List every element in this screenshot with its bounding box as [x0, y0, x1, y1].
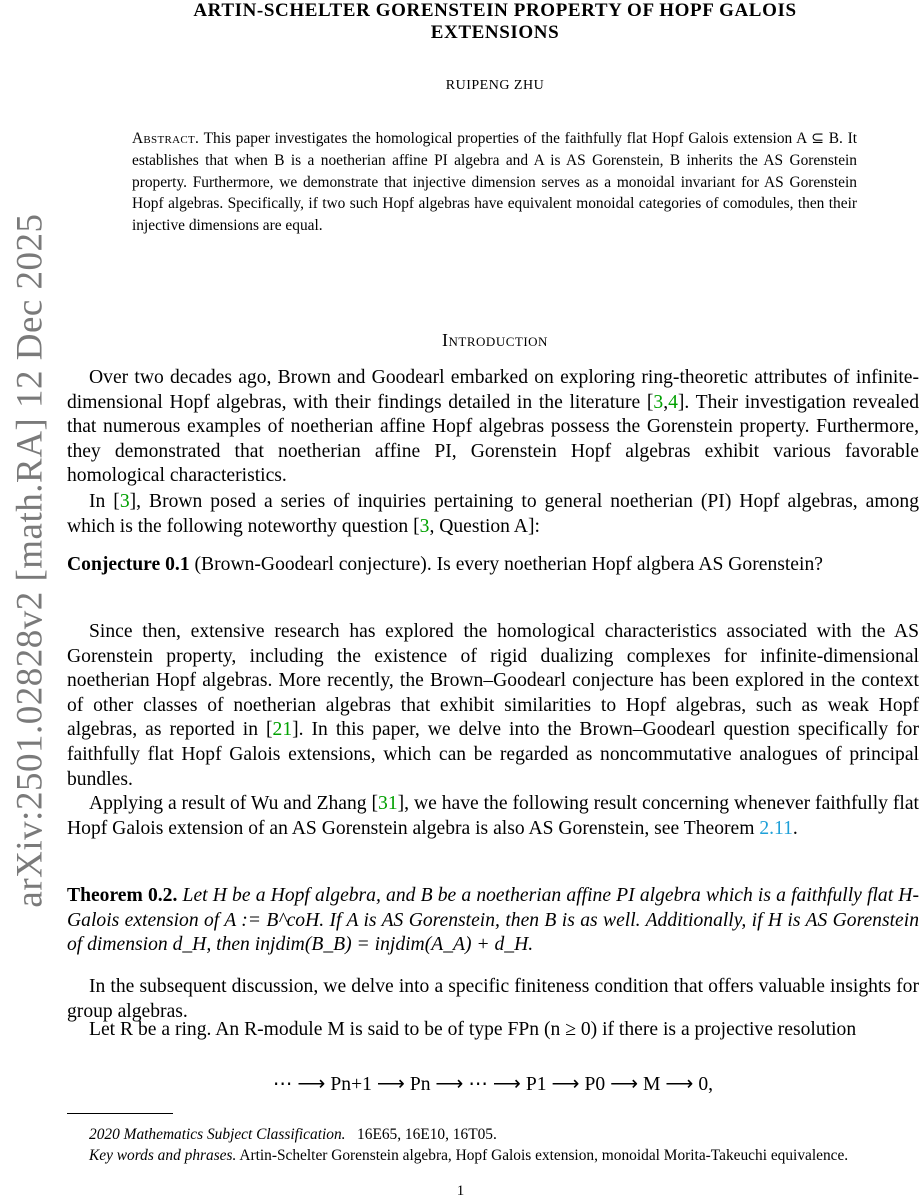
citation-link[interactable]: 3	[653, 391, 664, 413]
para3-text-b: ]. In this paper, we delve into the Brown–Goodearl question specifically for faithfully flat Hopf Galois extensions, which can be regarded as noncommutative analogues of principal bundles.	[67, 719, 919, 790]
arxiv-identifier	[0, 212, 60, 908]
conjecture-block	[67, 553, 919, 578]
title-line-1: ARTIN-SCHELTER GORENSTEIN PROPERTY OF HOPF GALOIS	[193, 0, 797, 21]
theorem-text: Let H be a Hopf algebra, and B be a noetherian affine PI algebra which is a faithfully flat H-Galois extension of A := B^coH. If A is AS Gorenstein, then B is as well. Additionally, if H is AS Gorenstein of dimension d_H, then injdim(B_B) = injdim(A_A) + d_H.	[67, 885, 919, 956]
citation-link[interactable]: 3	[119, 491, 130, 512]
footnote-keywords-text: Artin-Schelter Gorenstein algebra, Hopf Galois extension, monoidal Morita-Takeuchi equivalence.	[239, 1147, 849, 1164]
citation-link[interactable]: 3	[419, 515, 430, 537]
theorem-reference-link[interactable]: 2.11	[759, 817, 793, 839]
citation-link[interactable]: 21	[272, 719, 293, 741]
conjecture-name: (Brown-Goodearl conjecture).	[194, 554, 432, 575]
display-equation: ⋯ ⟶ Pn+1 ⟶ Pn ⟶ ⋯ ⟶ P1 ⟶ P0 ⟶ M ⟶ 0,	[272, 1074, 714, 1095]
footnote-keywords	[67, 1145, 919, 1166]
intro-paragraph-4	[67, 792, 919, 841]
footnote-msc	[67, 1124, 919, 1145]
para3-text-a: Since then, extensive research has explored the homological characteristics associated with the AS Gorenstein property, including the existence of rigid dualizing complexes for infinite-dimensional noetherian Hopf algebras. More recently, the Brown–Goodearl conjecture has been explored in the context of other classes of noetherian algebras that exhibit similarities to Hopf algebras, such as weak Hopf algebras, as reported in [	[67, 621, 919, 741]
para4-text-a: Applying a result of Wu and Zhang [	[89, 793, 379, 814]
para2-text-b: ], Brown posed a series of inquiries pertaining to general noetherian (PI) Hopf algebras, among which is the following noteworthy question [	[67, 491, 919, 537]
intro-paragraph-6: Let R be a ring. An R-module M is said to be of type FPn (n ≥ 0) if there is a projective resolution	[89, 1019, 857, 1040]
intro-paragraph-5: In the subsequent discussion, we delve into a specific finiteness condition that offers valuable insights for group algebras.	[67, 976, 919, 1022]
citation-link[interactable]: 4	[668, 391, 678, 413]
footnote-keywords-label: Key words and phrases.	[89, 1147, 237, 1164]
theorem-block	[67, 884, 919, 958]
intro-paragraph-1	[67, 366, 919, 489]
title-line-2: EXTENSIONS	[430, 22, 560, 43]
footnote-msc-label: 2020 Mathematics Subject Classification.	[89, 1126, 346, 1143]
abstract	[132, 128, 857, 237]
footnote-rule	[67, 1113, 173, 1114]
para2-text-a: In [	[89, 491, 120, 512]
conjecture-label: Conjecture 0.1	[67, 554, 190, 575]
page-number: 1	[456, 1183, 465, 1199]
theorem-label: Theorem 0.2.	[67, 885, 178, 906]
para2-text-c: , Question A]:	[429, 515, 540, 537]
footnote-msc-text: 16E65, 16E10, 16T05.	[357, 1126, 497, 1143]
footnotes	[67, 1124, 919, 1166]
abstract-text: This paper investigates the homological properties of the faithfully flat Hopf Galois extension A ⊆ B. It establishes that when B is a noetherian affine PI algebra and A is AS Gorenstein, B inherits the AS Gorenstein property. Furthermore, we demonstrate that injective dimension serves as a monoidal invariant for AS Gorenstein Hopf algebras. Specifically, if two such Hopf algebras have equivalent monoidal categories of comodules, then their injective dimensions are equal.	[132, 130, 857, 235]
abstract-label: Abstract.	[132, 130, 200, 147]
intro-paragraph-2	[67, 490, 919, 539]
para1-sep: ,	[663, 391, 669, 413]
intro-paragraph-3	[67, 620, 919, 792]
para4-text-c: .	[792, 817, 798, 839]
author-name: RUIPENG ZHU	[445, 78, 545, 93]
arxiv-identifier-text: arXiv:2501.02828v2 [math.RA] 12 Dec 2025	[9, 212, 51, 908]
section-title-introduction: Introduction	[442, 330, 548, 350]
para4-text-b: ], we have the following result concerning whenever faithfully flat Hopf Galois extension of an AS Gorenstein algebra is also AS Gorenstein, see Theorem	[67, 793, 919, 839]
para1-text-b: ]. Their investigation revealed that numerous examples of noetherian affine Hopf algebras possess the Gorenstein property. Furthermore, they demonstrated that noetherian affine PI, Gorenstein Hopf algebras exhibit various favorable homological characteristics.	[67, 391, 919, 487]
conjecture-text: Is every noetherian Hopf algbera AS Gorenstein?	[436, 554, 823, 575]
paper-title	[100, 0, 890, 44]
citation-link[interactable]: 31	[378, 793, 398, 814]
para1-text-a: Over two decades ago, Brown and Goodearl embarked on exploring ring-theoretic attributes of infinite-dimensional Hopf algebras, with their findings detailed in the literature [	[67, 367, 919, 413]
